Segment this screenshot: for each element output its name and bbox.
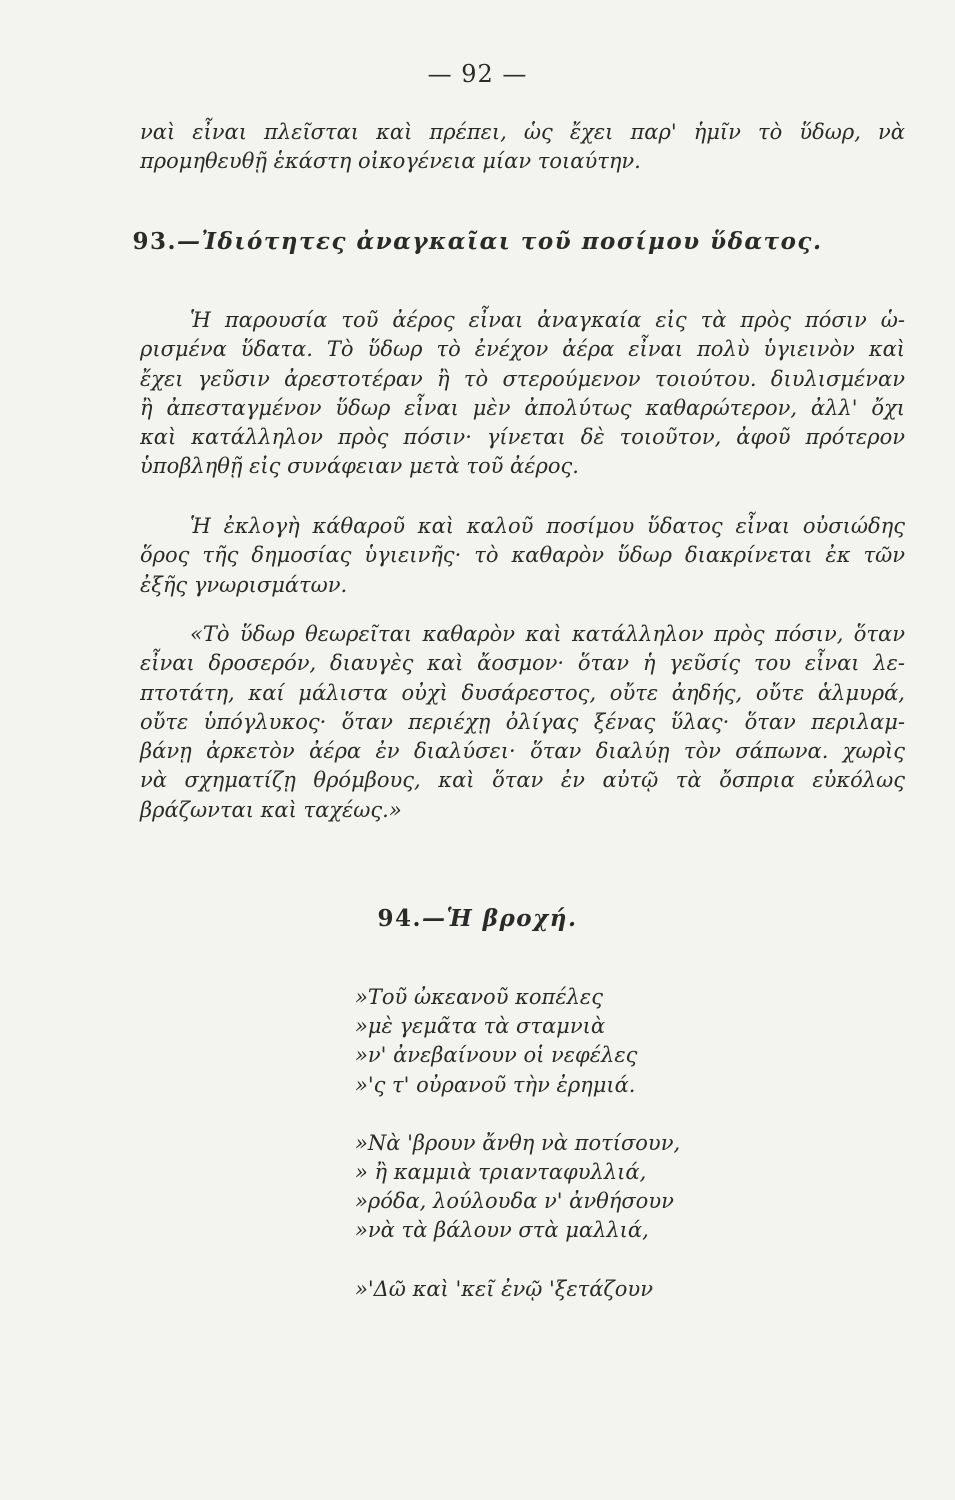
section-number: 93. bbox=[132, 228, 178, 255]
poem-line: » ἢ καμμιὰ τριανταφυλλιά, bbox=[355, 1160, 647, 1185]
text-line: νὰ σχηματίζῃ θρόμβους, καὶ ὅταν ἐν αὐτῷ τὰ ὄσπρια εὐκόλως bbox=[140, 768, 905, 793]
page-number: — 92 — bbox=[427, 60, 528, 88]
poem-line: »Νὰ 'βρουν ἄνθη νὰ ποτίσουν, bbox=[355, 1130, 681, 1155]
poem-stanza bbox=[355, 983, 915, 1100]
paragraph-air-presence bbox=[140, 306, 905, 482]
poem-line: »'Δῶ καὶ 'κεῖ ἐνῷ 'ξετάζουν bbox=[355, 1276, 653, 1301]
text-line: εἶναι δροσερόν, διαυγὲς καὶ ἄοσμον· ὅταν ἡ γεῦσίς του εἶναι λε- bbox=[140, 651, 905, 676]
section-heading-94 bbox=[0, 905, 955, 932]
text-line: «Τὸ ὕδωρ θεωρεῖται καθαρὸν καὶ κατάλληλον πρὸς πόσιν, ὅταν bbox=[190, 622, 905, 646]
poem-line: »νὰ τὰ βάλουν στὰ μαλλιά, bbox=[355, 1218, 649, 1243]
poem bbox=[355, 983, 915, 1333]
text-line: ὑποβληθῇ εἰς συνάφειαν μετὰ τοῦ ἀέρος. bbox=[140, 454, 579, 479]
poem-line: »ρόδα, λούλουδα ν' ἀνθήσουν bbox=[355, 1189, 674, 1214]
text-line: ἐξῆς γνωρισμάτων. bbox=[140, 572, 348, 597]
paragraph-water-quote bbox=[140, 620, 905, 825]
text-line: καὶ κατάλληλον πρὸς πόσιν· γίνεται δὲ τοιοῦτον, ἀφοῦ πρότερον bbox=[140, 425, 905, 450]
text-line: βάνῃ ἀρκετὸν ἀέρα ἐν διαλύσει· ὅταν διαλύῃ τὸν σάπωνα. χωρὶς bbox=[140, 739, 905, 764]
poem-stanza bbox=[355, 1275, 915, 1304]
text-line: ἢ ἀπεσταγμένον ὕδωρ εἶναι μὲν ἀπολύτως καθαρώτερον, ἀλλ' ὄχι bbox=[140, 395, 905, 420]
text-line: ναὶ εἶναι πλεῖσται καὶ πρέπει, ὡς ἔχει παρ' ἡμῖν τὸ ὕδωρ, νὰ bbox=[140, 120, 905, 144]
text-line: οὔτε ὑπόγλυκος· ὅταν περιέχῃ ὀλίγας ξένας ὕλας· ὅταν περιλαμ- bbox=[140, 709, 905, 734]
section-number: 94. bbox=[377, 905, 423, 932]
text-line: ἔχει γεῦσιν ἀρεστοτέραν ἢ τὸ στερούμενον τοιούτου. διυλισμέναν bbox=[140, 366, 905, 391]
poem-line: »ν' ἀνεβαίνουν οἱ νεφέλες bbox=[355, 1043, 638, 1068]
text-line: πτοτάτη, καί μάλιστα οὐχὶ δυσάρεστος, οὔτε ἀηδής, οὔτε ἁλμυρά, bbox=[140, 680, 905, 705]
text-line: βράζωνται καὶ ταχέως.» bbox=[140, 797, 402, 822]
section-heading-93 bbox=[0, 228, 955, 255]
section-title: —Ἡ βροχή. bbox=[422, 905, 578, 932]
poem-line: »μὲ γεμᾶτα τὰ σταμνιὰ bbox=[355, 1014, 606, 1039]
poem-line: »'ς τ' οὐρανοῦ τὴν ἐρημιά. bbox=[355, 1072, 636, 1097]
intro-paragraph bbox=[140, 118, 905, 177]
text-line: Ἡ ἐκλογὴ κάθαροῦ καὶ καλοῦ ποσίμου ὕδατος εἶναι οὐσιώδης bbox=[190, 514, 905, 538]
poem-line: »Τοῦ ὠκεανοῦ κοπέλες bbox=[355, 985, 603, 1009]
text-line: προμηθευθῇ ἑκάστη οἰκογένεια μίαν τοιαύτην. bbox=[140, 149, 641, 174]
section-title: —Ἰδιότητες ἀναγκαῖαι τοῦ ποσίμου ὕδατος. bbox=[177, 228, 823, 255]
poem-stanza bbox=[355, 1129, 915, 1246]
text-line: Ἡ παρουσία τοῦ ἀέρος εἶναι ἀναγκαία εἰς τὰ πρὸς πόσιν ὡ- bbox=[190, 308, 905, 332]
text-line: ρισμένα ὕδατα. Τὸ ὕδωρ τὸ ἐνέχον ἀέρα εἶναι πολὺ ὑγιεινὸν καὶ bbox=[140, 337, 905, 362]
paragraph-water-choice bbox=[140, 512, 905, 600]
text-line: ὅρος τῆς δημοσίας ὑγιεινῆς· τὸ καθαρὸν ὕδωρ διακρίνεται ἐκ τῶν bbox=[140, 543, 905, 568]
